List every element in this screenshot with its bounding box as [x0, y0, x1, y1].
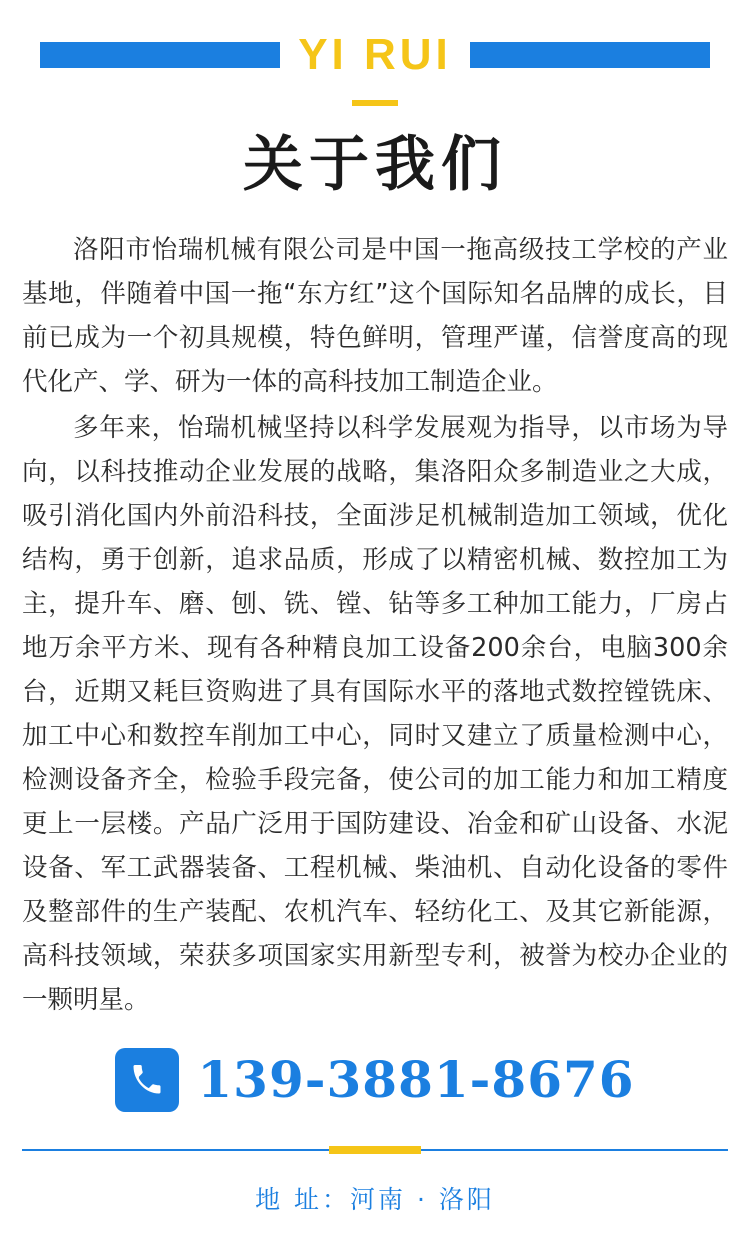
- footer-divider: [0, 1146, 750, 1154]
- footer-rule-accent: [329, 1146, 421, 1154]
- about-paragraph: 洛阳市怡瑞机械有限公司是中国一拖高级技工学校的产业基地，伴随着中国一拖“东方红”这个国际知名品牌的成长，目前已成为一个初具规模，特色鲜明，管理严谨，信誉度高的现代化产、学、研为一体的高科技加工制造企业。: [22, 235, 728, 397]
- title-divider-dash: [352, 100, 398, 106]
- brand-rule-left: [40, 42, 280, 68]
- brand-band: [0, 24, 750, 86]
- about-content: [22, 228, 728, 1022]
- brand-rule-right: [470, 42, 710, 68]
- phone-number: 139-3881-8676: [197, 1050, 635, 1109]
- about-us-page: [0, 24, 750, 1249]
- about-paragraph: 多年来，怡瑞机械坚持以科学发展观为指导，以市场为导向，以科技推动企业发展的战略，集洛阳众多制造业之大成，吸引消化国内外前沿科技，全面涉足机械制造加工领域，优化结构，勇于创新，追求品质，形成了以精密机械、数控加工为主，提升车、磨、刨、铣、镗、钻等多工种加工能力，厂房占地万余平方米、现有各种精良加工设备200余台，电脑300余台，近期又耗巨资购进了具有国际水平的落地式数控镗铣床、加工中心和数控车削加工中心，同时又建立了质量检测中心，检测设备齐全，检验手段完备，使公司的加工能力和加工精度更上一层楼。产品广泛用于国防建设、冶金和矿山设备、水泥设备、军工武器装备、工程机械、柴油机、自动化设备的零件及整部件的生产装配、农机汽车、轻纺化工、及其它新能源，高科技领域，荣获多项国家实用新型专利，被誉为校办企业的一颗明星。: [22, 413, 728, 1015]
- contact-phone-row[interactable]: [0, 1048, 750, 1112]
- footer-address: 地 址：河南 · 洛阳: [255, 1185, 495, 1214]
- phone-icon: [115, 1048, 179, 1112]
- page-title: 关于我们: [243, 131, 507, 198]
- brand-name: YI RUI: [298, 30, 452, 79]
